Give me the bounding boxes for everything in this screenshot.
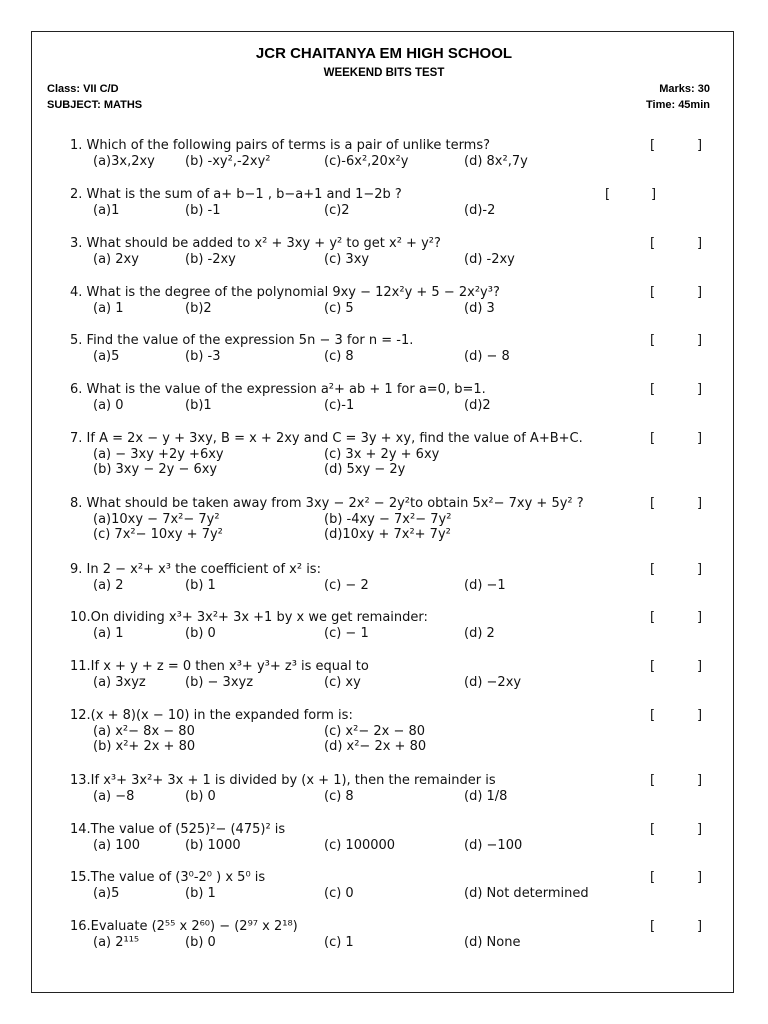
option-c: (c) 8 (324, 349, 354, 364)
option-a: (a) 1 (93, 626, 124, 641)
option-a: (a) 2xy (93, 252, 139, 267)
option-a: (a)1 (93, 203, 120, 218)
option-b: (b) 1 (185, 578, 216, 593)
answer-bracket-open: [ (650, 610, 656, 625)
option-b: (b)1 (185, 398, 212, 413)
time-label: Time: 45min (646, 99, 710, 111)
option-d: (d)-2 (464, 203, 496, 218)
option-b: (b) -2xy (185, 252, 236, 267)
option-b: (b) -1 (185, 203, 221, 218)
option-d: (d) 5xy − 2y (324, 462, 406, 477)
option-c: (c) x²− 2x − 80 (324, 724, 426, 739)
answer-bracket-close: ] (697, 431, 703, 446)
option-d: (d) 2 (464, 626, 495, 641)
question-text: 4. What is the degree of the polynomial 9xy − 12x²y + 5 − 2x²y³? (70, 285, 500, 300)
answer-bracket-open: [ (650, 285, 656, 300)
option-b: (b) 0 (185, 789, 216, 804)
question-text: 5. Find the value of the expression 5n − 3 for n = -1. (70, 333, 414, 348)
option-a: (a) 2¹¹⁵ (93, 935, 140, 950)
option-a: (a)10xy − 7x²− 7y² (93, 512, 220, 527)
option-a: (a) 1 (93, 301, 124, 316)
answer-bracket-open: [ (650, 659, 656, 674)
question-text: 9. In 2 − x²+ x³ the coefficient of x² is: (70, 562, 321, 577)
answer-bracket-close: ] (697, 562, 703, 577)
question-text: 12.(x + 8)(x − 10) in the expanded form is: (70, 708, 353, 723)
question-text: 7. If A = 2x − y + 3xy, B = x + 2xy and C = 3y + xy, find the value of A+B+C. (70, 431, 583, 446)
option-a: (a) 3xyz (93, 675, 146, 690)
option-c: (c)2 (324, 203, 350, 218)
question-text: 2. What is the sum of a+ b−1 , b−a+1 and 1−2b ? (70, 187, 402, 202)
option-a: (a) 2 (93, 578, 124, 593)
answer-bracket-open: [ (650, 333, 656, 348)
question-text: 14.The value of (525)²− (475)² is (70, 822, 286, 837)
answer-bracket-close: ] (697, 333, 703, 348)
answer-bracket-open: [ (650, 562, 656, 577)
question-text: 1. Which of the following pairs of terms is a pair of unlike terms? (70, 138, 491, 153)
option-c: (c) 3x + 2y + 6xy (324, 447, 440, 462)
option-a: (a) − 3xy +2y +6xy (93, 447, 224, 462)
option-c: (c) 7x²− 10xy + 7y² (93, 527, 223, 542)
option-b: (b) 1000 (185, 838, 241, 853)
answer-bracket-close: ] (697, 285, 703, 300)
option-c: (c) xy (324, 675, 361, 690)
option-b: (b) 3xy − 2y − 6xy (93, 462, 218, 477)
option-d: (d)10xy + 7x²+ 7y² (324, 527, 451, 542)
answer-bracket-open: [ (605, 187, 611, 202)
answer-bracket-open: [ (650, 382, 656, 397)
option-d: (d) Not determined (464, 886, 589, 901)
option-d: (d) −2xy (464, 675, 522, 690)
question-text: 13.If x³+ 3x²+ 3x + 1 is divided by (x + 1), then the remainder is (70, 773, 496, 788)
answer-bracket-close: ] (697, 708, 703, 723)
option-a: (a) x²− 8x − 80 (93, 724, 195, 739)
test-title: WEEKEND BITS TEST (323, 67, 445, 79)
school-name: JCR CHAITANYA EM HIGH SCHOOL (255, 45, 513, 62)
option-b: (b) -4xy − 7x²− 7y² (324, 512, 452, 527)
option-c: (c) 1 (324, 935, 354, 950)
option-c: (c) 0 (324, 886, 354, 901)
answer-bracket-open: [ (650, 870, 656, 885)
option-a: (a)3x,2xy (93, 154, 155, 169)
option-b: (b) 0 (185, 626, 216, 641)
answer-bracket-close: ] (697, 236, 703, 251)
answer-bracket-open: [ (650, 496, 656, 511)
class-label: Class: VII C/D (47, 83, 119, 95)
answer-bracket-close: ] (697, 870, 703, 885)
option-d: (d) −1 (464, 578, 506, 593)
option-d: (d)2 (464, 398, 491, 413)
option-a: (a) 0 (93, 398, 124, 413)
question-text: 3. What should be added to x² + 3xy + y² to get x² + y²? (70, 236, 441, 251)
option-c: (c)-1 (324, 398, 355, 413)
answer-bracket-close: ] (697, 659, 703, 674)
answer-bracket-open: [ (650, 431, 656, 446)
question-text: 10.On dividing x³+ 3x²+ 3x +1 by x we get remainder: (70, 610, 428, 625)
answer-bracket-close: ] (697, 138, 703, 153)
option-d: (d) 3 (464, 301, 495, 316)
option-c: (c) 8 (324, 789, 354, 804)
question-text: 8. What should be taken away from 3xy − 2x² − 2y²to obtain 5x²− 7xy + 5y² ? (70, 496, 584, 511)
option-c: (c) 5 (324, 301, 354, 316)
option-d: (d) 8x²,7y (464, 154, 528, 169)
subject-label: SUBJECT: MATHS (47, 99, 143, 111)
answer-bracket-close: ] (697, 382, 703, 397)
option-b: (b) 0 (185, 935, 216, 950)
option-c: (c) 3xy (324, 252, 370, 267)
answer-bracket-close: ] (697, 610, 703, 625)
option-d: (d) 1/8 (464, 789, 508, 804)
option-d: (d) None (464, 935, 521, 950)
question-text: 16.Evaluate (2⁵⁵ x 2⁶⁰) − (2⁹⁷ x 2¹⁸) (70, 919, 298, 934)
question-text: 6. What is the value of the expression a²+ ab + 1 for a=0, b=1. (70, 382, 486, 397)
answer-bracket-close: ] (697, 496, 703, 511)
option-c: (c) − 2 (324, 578, 369, 593)
option-b: (b) x²+ 2x + 80 (93, 739, 196, 754)
option-a: (a) 100 (93, 838, 141, 853)
option-d: (d) − 8 (464, 349, 510, 364)
option-d: (d) x²− 2x + 80 (324, 739, 427, 754)
answer-bracket-close: ] (697, 822, 703, 837)
option-b: (b) -3 (185, 349, 221, 364)
answer-bracket-close: ] (697, 773, 703, 788)
option-b: (b) 1 (185, 886, 216, 901)
option-c: (c) 100000 (324, 838, 396, 853)
marks-label: Marks: 30 (659, 83, 710, 95)
option-c: (c)-6x²,20x²y (324, 154, 409, 169)
option-d: (d) −100 (464, 838, 523, 853)
answer-bracket-close: ] (651, 187, 657, 202)
answer-bracket-open: [ (650, 236, 656, 251)
answer-bracket-open: [ (650, 822, 656, 837)
answer-bracket-open: [ (650, 708, 656, 723)
answer-bracket-close: ] (697, 919, 703, 934)
answer-bracket-open: [ (650, 773, 656, 788)
question-text: 15.The value of (3⁰-2⁰ ) x 5⁰ is (70, 870, 266, 885)
option-a: (a)5 (93, 886, 120, 901)
answer-bracket-open: [ (650, 919, 656, 934)
option-a: (a)5 (93, 349, 120, 364)
question-text: 11.If x + y + z = 0 then x³+ y³+ z³ is equal to (70, 659, 369, 674)
option-b: (b) -xy²,-2xy² (185, 154, 271, 169)
option-d: (d) -2xy (464, 252, 515, 267)
answer-bracket-open: [ (650, 138, 656, 153)
option-c: (c) − 1 (324, 626, 369, 641)
option-b: (b) − 3xyz (185, 675, 254, 690)
option-b: (b)2 (185, 301, 212, 316)
option-a: (a) −8 (93, 789, 135, 804)
